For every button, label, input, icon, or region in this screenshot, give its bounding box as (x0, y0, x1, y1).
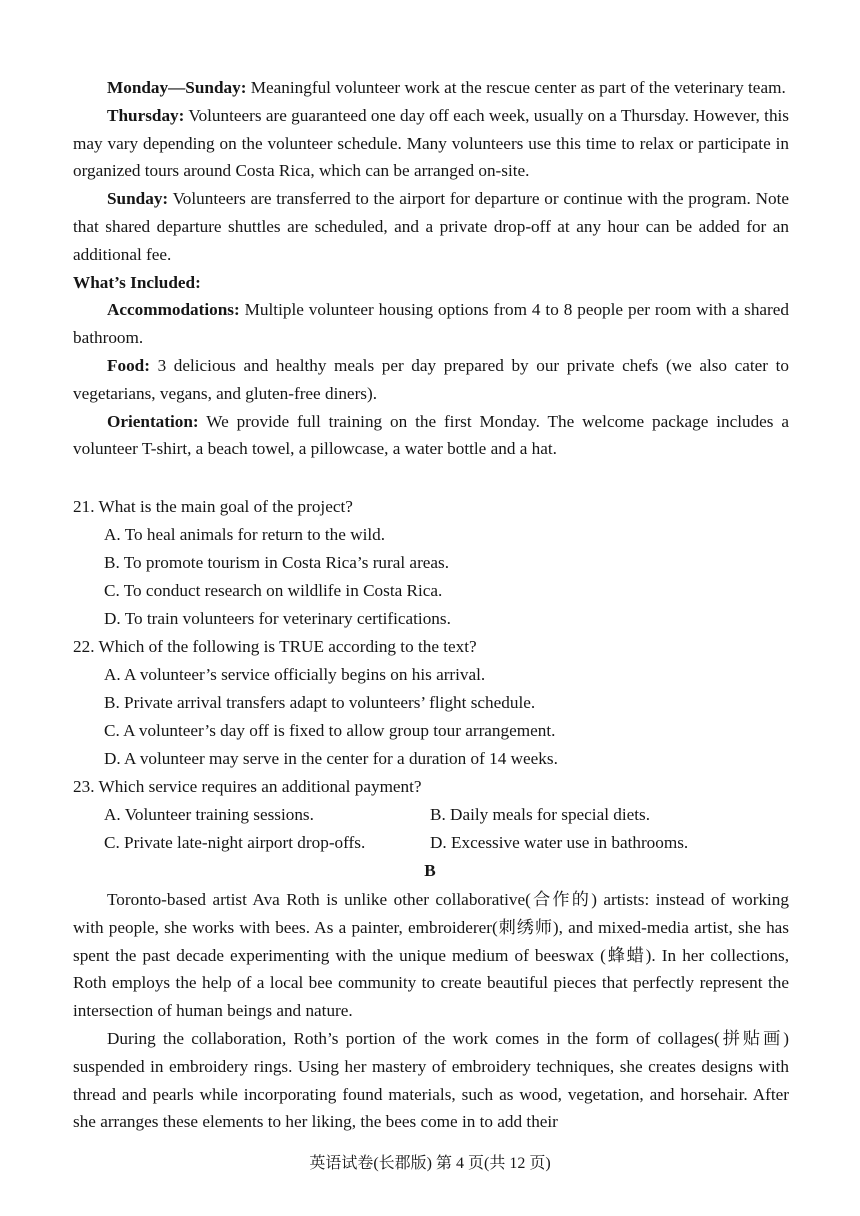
question-21-stem: 21. What is the main goal of the project? (73, 497, 353, 516)
sunday-text: Volunteers are transferred to the airport for departure or continue with the program. Note that shared departure shuttles are scheduled, and a private drop-off at any hour can be added for an additional fee. (73, 189, 789, 264)
question-21-option-d: D. To train volunteers for veterinary certifications. (104, 609, 451, 628)
sunday-label: Sunday: (107, 189, 169, 209)
thursday-text: Volunteers are guaranteed one day off each week, usually on a Thursday. However, this may vary depending on the volunteer schedule. Many volunteers use this time to relax or participate in organized tours around Costa Rica, which can be arranged on-site. (73, 105, 789, 181)
question-21-option-c: C. To conduct research on wildlife in Costa Rica. (104, 581, 443, 600)
question-23-option-c: C. Private late-night airport drop-offs. (104, 833, 366, 852)
question-22-option-d: D. A volunteer may serve in the center for a duration of 14 weeks. (104, 749, 558, 768)
food-text: 3 delicious and healthy meals per day prepared by our private chefs (we also cater to vegetarians, vegans, and gluten-free diners). (73, 355, 789, 403)
question-21-option-a: A. To heal animals for return to the wild. (104, 525, 386, 544)
monday-sunday-text: Meaningful volunteer work at the rescue center as part of the veterinary team. (246, 78, 786, 97)
whats-included-heading (73, 269, 789, 297)
question-23-stem: 23. Which service requires an additional payment? (73, 777, 422, 796)
orientation-label: Orientation: (107, 411, 199, 431)
accommodations-label: Accommodations: (107, 300, 240, 320)
monday-sunday-paragraph (73, 74, 789, 102)
section-b-paragraph-2: During the collaboration, Roth’s portion of the work comes in the form of collages(拼贴画) suspended in embroidery rings. Using her mastery of embroidery techniques, she creates designs with thread and pearls while incorporating found materials, such as wood, vegetation, and horsehair. After she arranges these elements to her liking, the bees come in to add their (73, 1028, 789, 1132)
question-22-option-c: C. A volunteer’s day off is fixed to allow group tour arrangement. (104, 721, 556, 740)
page-footer: 英语试卷(长郡版) 第 4 页(共 12 页) (309, 1155, 551, 1172)
question-22-stem: 22. Which of the following is TRUE according to the text? (73, 637, 477, 656)
accommodations-text: Multiple volunteer housing options from 4 to 8 people per room with a shared bathroom. (73, 300, 789, 348)
monday-sunday-label: Monday—Sunday: (107, 78, 247, 97)
section-b-paragraph-1: Toronto-based artist Ava Roth is unlike other collaborative(合作的) artists: instead of working with people, she works with bees. As a painter, embroiderer(刺绣师), and mixed-media artist, she has spent the past decade experimenting with the unique medium of beeswax (蜂蜡). In her collections, Roth employs the help of a local bee community to create beautiful pieces that perfectly represent the intersection of human beings and nature. (73, 890, 789, 1021)
orientation-text: We provide full training on the first Monday. The welcome package includes a volunteer T-shirt, a beach towel, a pillowcase, a water bottle and a hat. (73, 411, 789, 459)
orientation-paragraph (73, 408, 789, 464)
whats-included-label: What’s Included: (73, 272, 201, 292)
question-23-option-d: D. Excessive water use in bathrooms. (430, 833, 689, 852)
thursday-label: Thursday: (107, 105, 185, 125)
food-label: Food: (107, 355, 150, 375)
schedule-section (73, 74, 789, 463)
food-paragraph (73, 352, 789, 408)
question-21-option-b: B. To promote tourism in Costa Rica’s rural areas. (104, 553, 450, 572)
sunday-paragraph (73, 185, 789, 268)
question-23-option-b: B. Daily meals for special diets. (430, 805, 651, 824)
question-22-option-a: A. A volunteer’s service officially begins on his arrival. (104, 665, 486, 684)
question-23-option-a: A. Volunteer training sessions. (104, 805, 314, 824)
thursday-paragraph (73, 102, 789, 185)
accommodations-paragraph (73, 296, 789, 352)
section-b-heading: B (424, 861, 436, 880)
section-b-passage (73, 886, 789, 1136)
question-22-option-b: B. Private arrival transfers adapt to volunteers’ flight schedule. (104, 693, 536, 712)
